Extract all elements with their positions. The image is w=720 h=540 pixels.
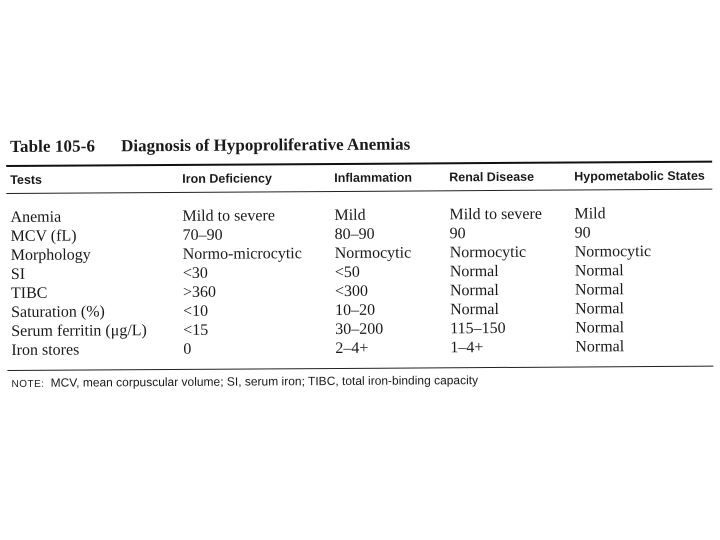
table-label: Table 105-6	[9, 136, 96, 156]
cell-hypometabolic: Normal	[574, 281, 624, 299]
cell-hypometabolic: Normal	[574, 262, 624, 280]
cell-hypometabolic: Normal	[575, 300, 624, 318]
note-label: NOTE:	[11, 378, 45, 390]
cell-test: Serum ferritin (μg/L)	[11, 322, 147, 340]
cell-iron-deficiency: <10	[183, 302, 209, 320]
cell-inflammation: <300	[334, 282, 369, 300]
cell-inflammation: 80–90	[334, 225, 375, 243]
cell-test: TIBC	[10, 284, 48, 302]
cell-inflammation: 30–200	[335, 320, 384, 338]
cell-renal-disease: Normal	[449, 262, 499, 281]
table-body	[6, 204, 713, 360]
table-caption: Diagnosis of Hypoproliferative Anemias	[121, 134, 411, 156]
cell-test: MCV (fL)	[10, 227, 77, 245]
table-row	[7, 337, 713, 360]
cell-hypometabolic: 90	[574, 224, 591, 242]
bottom-rule	[7, 366, 713, 371]
cell-hypometabolic: Normal	[575, 338, 625, 356]
cell-renal-disease: 1–4+	[450, 339, 484, 357]
cell-inflammation: 2–4+	[335, 339, 369, 357]
table-header-row	[6, 163, 712, 193]
cell-test: Iron stores	[11, 341, 80, 359]
cell-renal-disease: 115–150	[450, 319, 506, 338]
cell-iron-deficiency: <30	[182, 264, 208, 282]
cell-test: Saturation (%)	[11, 303, 105, 321]
cell-renal-disease: Normal	[449, 281, 499, 300]
header-renal-disease: Renal Disease	[449, 169, 535, 185]
cell-iron-deficiency: 70–90	[182, 226, 223, 244]
header-inflammation: Inflammation	[334, 170, 413, 185]
cell-test: SI	[10, 265, 26, 283]
cell-renal-disease: 90	[449, 225, 466, 243]
cell-iron-deficiency: Normo-microcytic	[182, 245, 302, 263]
cell-hypometabolic: Mild	[574, 205, 606, 223]
cell-iron-deficiency: 0	[183, 340, 192, 358]
cell-renal-disease: Mild to severe	[449, 205, 542, 224]
table-title	[6, 133, 712, 163]
cell-hypometabolic: Normal	[575, 319, 625, 337]
header-tests: Tests	[10, 172, 43, 187]
cell-inflammation: Mild	[334, 206, 366, 224]
note-text: MCV, mean corpuscular volume; SI, serum iron; TIBC, total iron-binding capacity	[50, 373, 479, 390]
cell-inflammation: Normocytic	[334, 244, 412, 262]
cell-test: Anemia	[10, 208, 62, 226]
cell-renal-disease: Normal	[450, 300, 499, 319]
cell-inflammation: 10–20	[335, 301, 376, 319]
cell-iron-deficiency: <15	[183, 321, 209, 339]
cell-iron-deficiency: Mild to severe	[182, 207, 275, 225]
cell-hypometabolic: Normocytic	[574, 243, 652, 261]
cell-iron-deficiency: >360	[182, 283, 217, 301]
cell-renal-disease: Normocytic	[449, 243, 527, 262]
cell-inflammation: <50	[334, 263, 360, 281]
cell-test: Morphology	[10, 246, 91, 264]
header-hypometabolic-states: Hypometabolic States	[574, 168, 705, 184]
header-iron-deficiency: Iron Deficiency	[182, 171, 272, 186]
diagnosis-table	[6, 133, 714, 390]
table-note	[7, 372, 713, 390]
